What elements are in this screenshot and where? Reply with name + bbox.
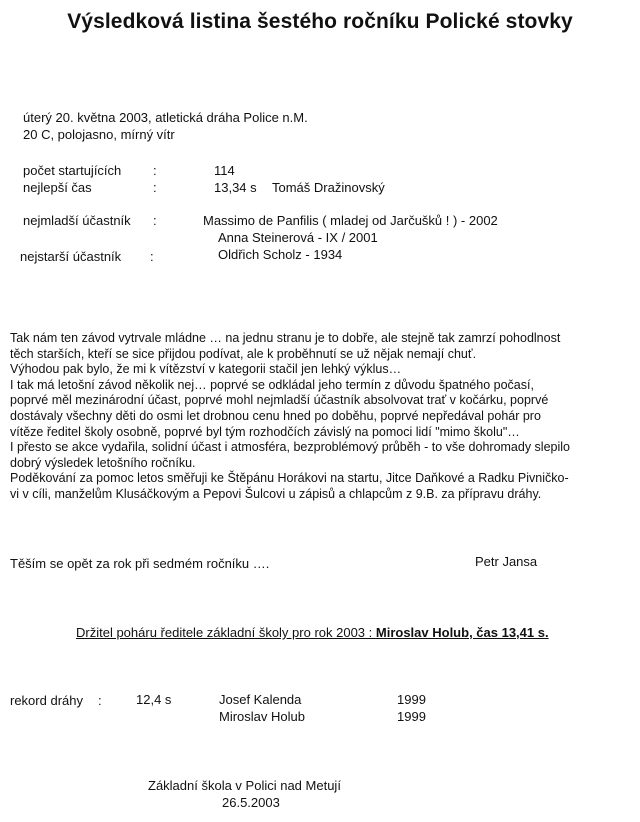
paragraph-line: dostávaly všechny děti do osmi let drobnou cenu hned po doběhu, poprvé nepředával pohár pro [10, 408, 541, 423]
record-colon: : [98, 693, 102, 708]
record-label: rekord dráhy [10, 693, 83, 708]
paragraph-line: vi v cíli, manželům Klusáčkovým a Pepovi Šulcovi u zápisů a chlapcům z 9.B. za přípravu dráhy. [10, 486, 542, 501]
best-time-value: 13,34 s [214, 180, 257, 195]
starters-label: počet startujících [23, 163, 122, 178]
paragraph-line: dobrý výsledek letošního ročníku. [10, 455, 196, 470]
oldest-label: nejstarší účastník [20, 249, 122, 264]
youngest-colon: : [153, 213, 157, 228]
youngest-entry-1: Massimo de Panfilis ( mladej od Jarčušků ! ) - 2002 [203, 213, 498, 228]
record-holder-year: 1999 [397, 709, 426, 724]
paragraph-line: Poděkování za pomoc letos směřuji ke Štěpánu Horákovi na startu, Jitce Daňkové a Radku Pivničko- [10, 471, 569, 486]
youngest-entry-2: Anna Steinerová - IX / 2001 [218, 230, 378, 245]
paragraph-line: Tak nám ten závod vytrvale mládne … na jednu stranu je to dobře, ale stejně tak zamrzí pohodlnost [10, 331, 561, 345]
best-time-name: Tomáš Dražinovský [272, 180, 385, 195]
starters-colon: : [153, 163, 157, 178]
best-time-colon: : [153, 180, 157, 195]
document-title: Výsledková listina šestého ročníku Polické stovky [67, 10, 573, 33]
signature: Petr Jansa [475, 554, 538, 569]
trophy-prefix: Držitel poháru ředitele základní školy pro rok 2003 : [76, 625, 376, 640]
trophy-line [76, 625, 549, 641]
paragraph-line: I tak má letošní závod několik nej… poprvé se odkládal jeho termín z důvodu špatného počasí, [10, 377, 534, 392]
footer-date: 26.5.2003 [222, 795, 280, 810]
oldest-entry-1: Oldřich Scholz - 1934 [218, 247, 343, 262]
paragraph-line: vítěze ředitel školy osobně, poprvé byl tým rozhodčích závislý na pomoci lidí "mimo školu"… [10, 424, 520, 439]
closing-line: Těším se opět za rok při sedmém ročníku …. [10, 556, 270, 571]
record-holder-name: Josef Kalenda [219, 692, 302, 707]
paragraph-line: Výhodou pak bylo, že mi k vítězství v kategorii stačil jen lehký výklus… [10, 362, 402, 377]
record-holder-year: 1999 [397, 692, 426, 707]
youngest-label: nejmladší účastník [23, 213, 131, 228]
record-holder-name: Miroslav Holub [219, 709, 305, 724]
starters-value: 114 [214, 163, 235, 178]
weather-line: 20 C, polojasno, mírný vítr [23, 127, 175, 142]
paragraph-line: těch starších, kteří se sice přijdou podívat, ale k proběhnutí se už nějak nemají chuť. [10, 346, 477, 361]
trophy-winner: Miroslav Holub, čas 13,41 s. [375, 625, 549, 640]
record-time: 12,4 s [136, 692, 172, 707]
footer-school: Základní škola v Polici nad Metují [148, 778, 341, 793]
best-time-label: nejlepší čas [23, 180, 92, 195]
paragraph-line: poprvé měl mezinárodní účast, poprvé mohl nejmladší účastník absolvovat trať v kočárku, poprvé [10, 393, 549, 408]
oldest-colon: : [150, 249, 154, 264]
event-date-line: úterý 20. května 2003, atletická dráha Police n.M. [23, 110, 308, 125]
report-paragraph [10, 331, 632, 503]
paragraph-line: I přesto se akce vydařila, solidní účast i atmosféra, bezproblémový průběh - to vše dohromady slepilo [10, 440, 570, 455]
